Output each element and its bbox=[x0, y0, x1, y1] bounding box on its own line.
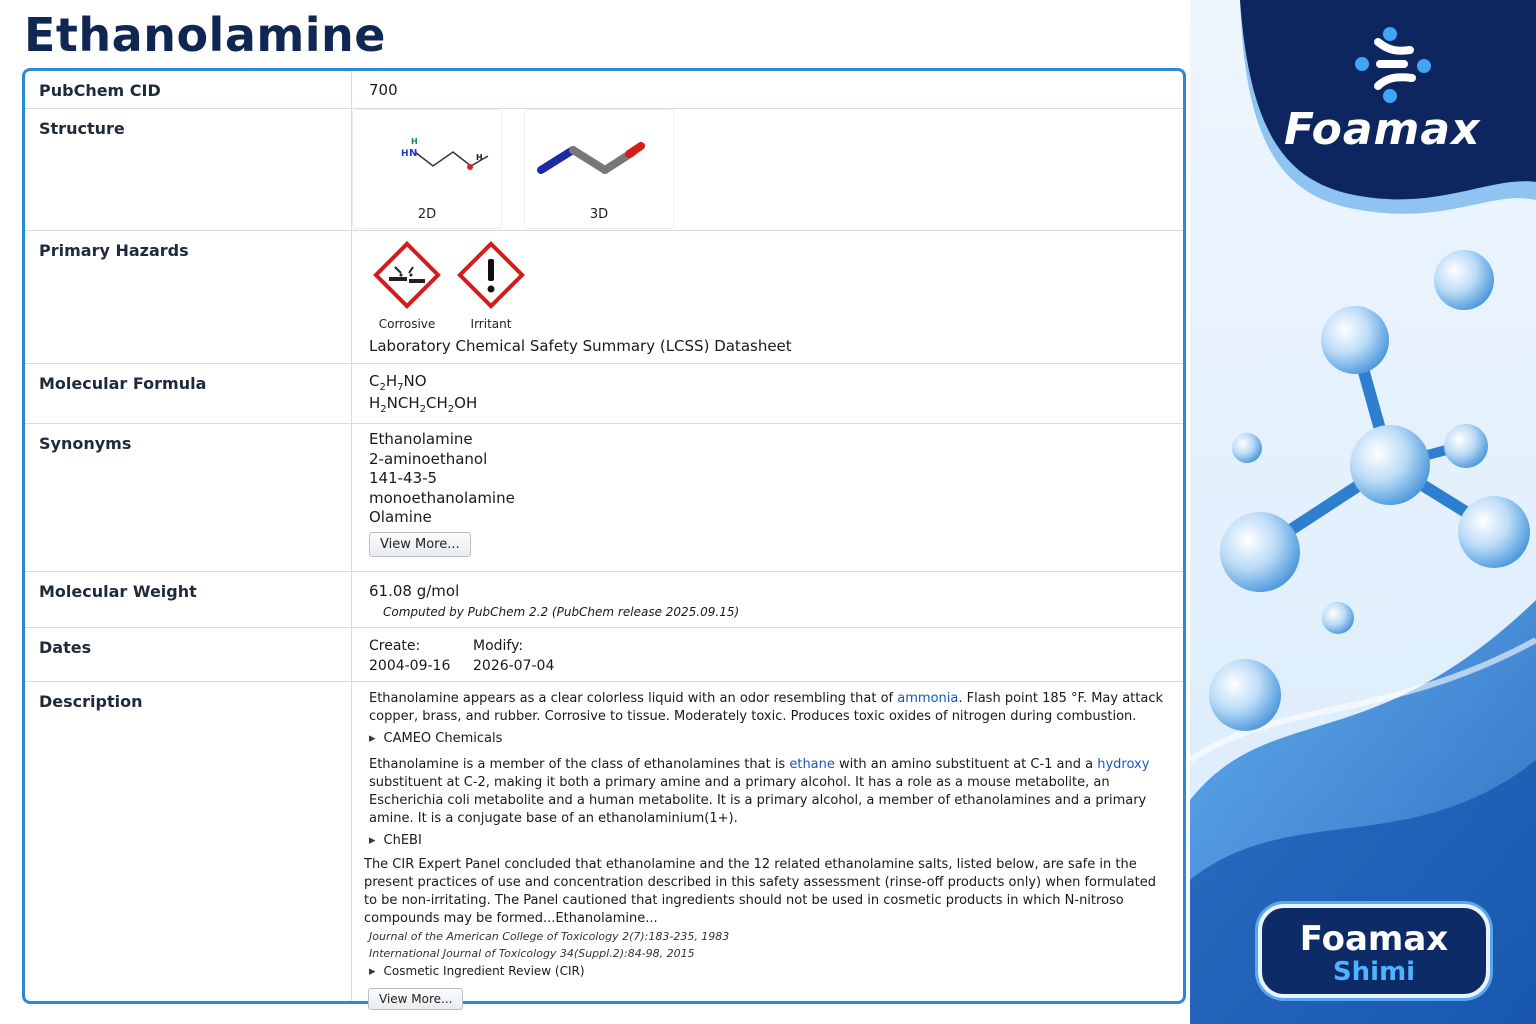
structure-3d-card[interactable] bbox=[524, 109, 674, 229]
corrosive-caption: Corrosive bbox=[378, 317, 436, 331]
row-molecular-formula bbox=[25, 364, 1183, 424]
svg-text:N: N bbox=[409, 148, 418, 159]
structure-3d-caption: 3D bbox=[589, 207, 609, 222]
synonym-item: 141-43-5 bbox=[369, 469, 438, 488]
cameo-source-link[interactable]: ▸ CAMEO Chemicals bbox=[369, 730, 1169, 748]
row-molecular-weight bbox=[25, 572, 1183, 628]
badge-subtitle: Shimi bbox=[1332, 957, 1416, 987]
row-pubchem-cid bbox=[25, 71, 1183, 109]
weight-value: 61.08 g/mol bbox=[369, 582, 460, 600]
weight-computed-note: Computed by PubChem 2.2 (PubChem release 2025.09.15) bbox=[383, 605, 740, 619]
synonym-item: monoethanolamine bbox=[369, 488, 515, 507]
synonyms-list bbox=[369, 430, 515, 528]
hazard-corrosive[interactable] bbox=[367, 239, 447, 331]
svg-text:H: H bbox=[401, 149, 409, 159]
description-label: Description bbox=[39, 692, 143, 711]
description-view-more-button[interactable]: View More... bbox=[368, 988, 463, 1010]
create-label: Create: bbox=[369, 638, 421, 654]
brand-badge bbox=[1258, 904, 1490, 998]
description-cir: The CIR Expert Panel concluded that ethanolamine and the 12 related ethanolamine salts, listed below, are safe in the present practices of use and concentration described in this safety assessment (rinse-off products only) when formulated to be non-irritating. The Panel cautioned that ingredients should not be used in cosmetic products in which N-nitroso compounds may be formed...Ethanolamine... Journal of the American College of Toxicology 2(7):183-235, 1983 International Journal of Toxicology 34(Suppl.2):84-98, 2015 ▸ Cosmetic Ingredient Review (CIR) bbox=[364, 856, 1170, 981]
cid-value: 700 bbox=[369, 81, 398, 99]
structure-label: Structure bbox=[39, 119, 125, 138]
row-synonyms bbox=[25, 424, 1183, 572]
brand-logo-text: Foamax bbox=[1284, 104, 1481, 155]
synonym-item: Ethanolamine bbox=[369, 430, 473, 448]
chebi-source-link[interactable]: ▸ ChEBI bbox=[369, 832, 1169, 850]
row-description bbox=[25, 682, 1183, 1004]
synonyms-label: Synonyms bbox=[39, 434, 132, 453]
svg-text:H: H bbox=[476, 153, 483, 162]
modify-date: 2026-07-04 bbox=[473, 658, 555, 674]
corrosive-pictogram-icon bbox=[371, 239, 443, 311]
description-chebi: Ethanolamine is a member of the class of ethanolamines that is ethane with an amino substituent at C-1 and a hydroxy substituent at C-2, making it both a primary amine and a primary alcohol. It has a role as a mouse metabolite, an Escherichia coli metabolite and a human metabolite. It is a primary alcohol, a member of ethanolamines and a primary amine. It is a conjugate base of an ethanolaminium(1+). ▸ ChEBI bbox=[369, 756, 1169, 850]
modify-label: Modify: bbox=[473, 638, 524, 654]
badge-title: Foamax bbox=[1299, 919, 1449, 959]
compound-summary-table bbox=[22, 68, 1186, 1004]
formula-label: Molecular Formula bbox=[39, 374, 207, 393]
hazard-irritant[interactable] bbox=[451, 239, 531, 331]
svg-text:H: H bbox=[411, 137, 418, 146]
dates-label: Dates bbox=[39, 638, 92, 657]
structure-2d-card[interactable] bbox=[352, 109, 502, 229]
lcss-datasheet-link[interactable]: Laboratory Chemical Safety Summary (LCSS) Datasheet bbox=[369, 337, 792, 355]
cir-reference: International Journal of Toxicology 34(Suppl.2):84-98, 2015 bbox=[369, 947, 695, 960]
cid-label: PubChem CID bbox=[39, 81, 161, 100]
condensed-formula-link[interactable]: $H_2NCH_2CH_2OH$ bbox=[369, 394, 478, 415]
formula-link[interactable]: $C_2H_7NO$ bbox=[369, 372, 427, 393]
row-dates bbox=[25, 628, 1183, 682]
ethane-link[interactable]: ethane bbox=[789, 757, 835, 772]
cir-source-link[interactable]: ▸ Cosmetic Ingredient Review (CIR) bbox=[369, 962, 1170, 981]
description-cameo: Ethanolamine appears as a clear colorless liquid with an odor resembling that of ammonia. Flash point 185 °F. May attack copper, brass, and rubber. Corrosive to tissue. Moderately toxic. Produces toxic oxides of nitrogen during combustion. ▸ CAMEO Chemicals bbox=[369, 690, 1169, 748]
page-title: Ethanolamine bbox=[24, 8, 387, 62]
row-structure bbox=[25, 109, 1183, 231]
synonyms-view-more-button[interactable]: View More... bbox=[369, 532, 471, 557]
row-primary-hazards bbox=[25, 231, 1183, 364]
hazards-label: Primary Hazards bbox=[39, 241, 189, 260]
create-date: 2004-09-16 bbox=[369, 658, 451, 674]
ammonia-link[interactable]: ammonia bbox=[897, 691, 959, 706]
hydroxy-link[interactable]: hydroxy bbox=[1097, 757, 1150, 772]
weight-label: Molecular Weight bbox=[39, 582, 197, 601]
irritant-caption: Irritant bbox=[470, 317, 512, 331]
exclamation-pictogram-icon bbox=[455, 239, 527, 311]
structure-3d-icon bbox=[525, 110, 675, 200]
cir-reference: Journal of the American College of Toxicology 2(7):183-235, 1983 bbox=[369, 930, 730, 943]
synonym-item: Olamine bbox=[369, 508, 432, 527]
structure-2d-icon bbox=[353, 110, 503, 200]
structure-2d-caption: 2D bbox=[417, 207, 437, 222]
synonym-item: 2-aminoethanol bbox=[369, 449, 488, 468]
